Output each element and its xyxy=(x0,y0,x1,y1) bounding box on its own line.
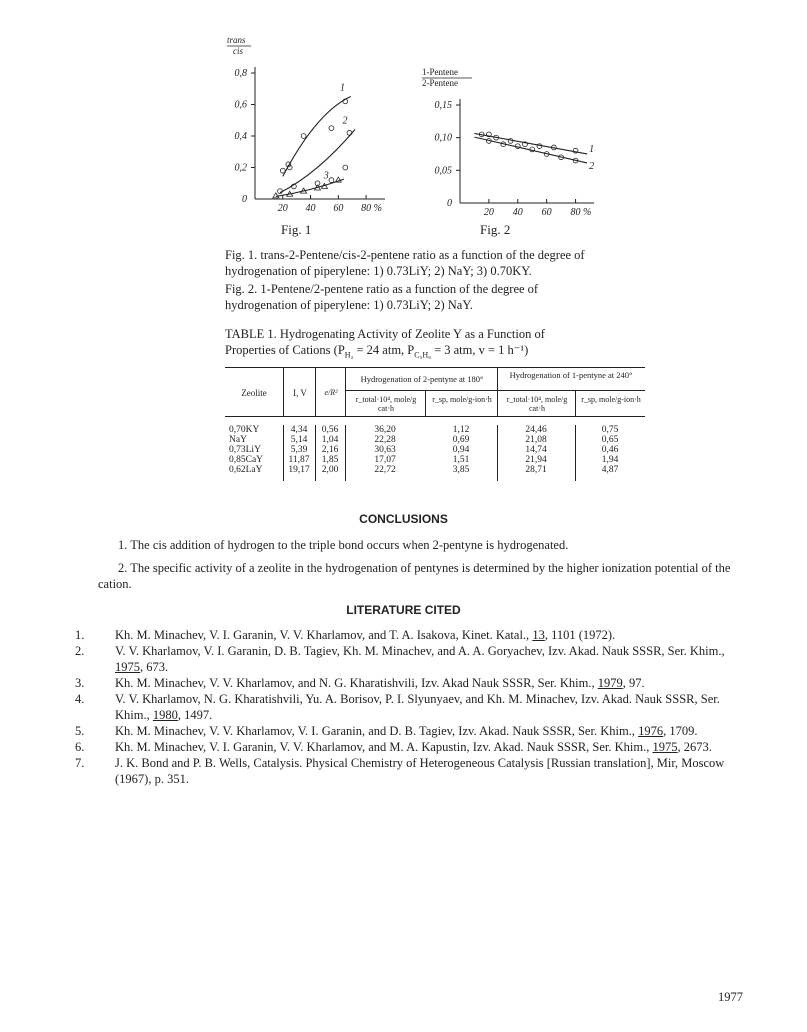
fig1-point xyxy=(329,126,334,131)
reference-number: 5. xyxy=(75,724,85,738)
reference-volume-year: 13 xyxy=(532,628,545,642)
table1-title xyxy=(225,326,605,364)
conclusion-2: 2. The specific activity of a zeolite in the hydrogenation of pentynes is determined by the higher ionization potential of the cation. xyxy=(98,561,731,591)
fig1-xtick-label: 40 xyxy=(305,203,316,214)
reference-item xyxy=(75,691,735,723)
reference-item xyxy=(75,627,735,643)
fig2-ylabel-den: 2-Pentene xyxy=(422,78,458,88)
table1-title-part-a: Properties of Cations (P xyxy=(225,343,345,357)
table-cell: 22,72 xyxy=(374,465,396,475)
reference-pages: , 1101 (1972). xyxy=(544,628,616,642)
reference-pages: , 1709. xyxy=(663,724,698,738)
fig1-ytick-label: 0,4 xyxy=(234,131,247,142)
literature-heading: LITERATURE CITED xyxy=(346,603,461,617)
table-cell: 2,16 xyxy=(321,445,339,455)
reference-authors-source: Kh. M. Minachev, V. I. Garanin, V. V. Kharlamov, and T. A. Isakova, Kinet. Katal., xyxy=(115,628,533,642)
reference-number: 1. xyxy=(75,628,85,642)
table-row-zeolite: NaY xyxy=(229,435,247,445)
reference-text xyxy=(115,691,735,723)
table-cell: 24,46 xyxy=(525,425,547,435)
reference-item xyxy=(75,755,735,787)
fig1-ylabel-den: cis xyxy=(233,46,243,56)
fig1-point xyxy=(343,165,348,170)
figure-2-chart xyxy=(420,65,600,215)
table-cell: 36,20 xyxy=(374,425,396,435)
table-cell: 0,69 xyxy=(452,435,470,445)
reference-pages: , 1497. xyxy=(177,708,213,722)
th-group2: Hydrogenation of 1-pentyne at 240° xyxy=(509,370,633,380)
fig1-point xyxy=(347,130,352,135)
table-cell: 1,12 xyxy=(452,425,470,435)
fig1-point xyxy=(301,134,306,139)
table1-title-line1: TABLE 1. Hydrogenating Activity of Zeolite Y as a Function of xyxy=(225,327,545,341)
table1-title-sub-h2: H₂ xyxy=(344,350,354,360)
table1-title-part-e: = 3 atm, v = 1 h⁻¹) xyxy=(430,343,529,357)
fig1-caption: Fig. 1. trans-2-Pentene/cis-2-pentene ratio as a function of the degree of hydrogenation of piperylene: 1) 0.73LiY; 2) NaY; 3) 0.70KY. xyxy=(225,248,585,278)
table1 xyxy=(225,367,645,485)
fig2-curve-label: 2 xyxy=(589,160,595,172)
fig2-xtick-label: 80 % xyxy=(570,207,592,215)
fig2-curve-label: 1 xyxy=(589,143,595,155)
reference-text xyxy=(115,643,735,675)
fig1-xtick-label: 20 xyxy=(277,203,288,214)
reference-number: 6. xyxy=(75,740,85,754)
reference-pages: , 2673. xyxy=(677,740,712,754)
reference-text xyxy=(115,739,735,755)
fig2-label: Fig. 2 xyxy=(480,222,511,237)
fig1-curve-label: 3 xyxy=(323,170,329,182)
reference-item xyxy=(75,643,735,675)
table-cell: 0,94 xyxy=(452,445,470,455)
reference-volume-year: 1980 xyxy=(152,708,178,722)
table-cell: 30,63 xyxy=(374,445,396,455)
reference-volume-year: 1975 xyxy=(652,740,678,754)
fig1-curve-label: 2 xyxy=(342,115,348,127)
fig2-xtick-label: 40 xyxy=(512,207,523,215)
fig1-point xyxy=(329,178,334,183)
fig2-xtick-label: 20 xyxy=(483,207,494,215)
reference-number: 3. xyxy=(75,676,85,690)
table-cell: 3,85 xyxy=(452,465,470,475)
fig2-xtick-label: 60 xyxy=(541,207,552,215)
reference-volume-year: 1979 xyxy=(597,676,623,690)
reference-authors-source: V. V. Kharlamov, N. G. Kharatishvili, Yu. A. Borisov, P. I. Slyunyaev, and Kh. M. Minachev, Izv. Akad. Nauk SSSR, Ser. Khim., xyxy=(115,692,720,722)
fig2-point xyxy=(573,148,578,153)
table-row-zeolite: 0,85CaY xyxy=(229,455,264,465)
table-cell: 19,17 xyxy=(288,465,310,475)
table-cell: 5,14 xyxy=(290,435,308,445)
table1-title-part-c: = 24 atm, P xyxy=(353,343,415,357)
table-cell: 0,56 xyxy=(321,425,339,435)
fig2-ytick-label: 0,05 xyxy=(434,165,452,177)
fig2-ylabel-num: 1-Pentene xyxy=(422,67,458,77)
table-cell: 28,71 xyxy=(525,465,547,475)
fig2-ytick-label: 0,15 xyxy=(434,100,452,111)
fig1-curve-label: 1 xyxy=(340,82,345,94)
table1-title-sub-c5h8: C₅H₈ xyxy=(414,350,431,360)
th-rsp-2: r_sp, mole/g-ion·h xyxy=(581,395,641,404)
reference-number: 4. xyxy=(75,692,85,706)
table-cell: 1,51 xyxy=(452,455,470,465)
fig1-curve-3 xyxy=(276,179,344,196)
table-cell: 11,87 xyxy=(288,455,310,465)
table-row-zeolite: 0,73LiY xyxy=(229,445,261,455)
table-row-zeolite: 0,62LaY xyxy=(229,465,263,475)
reference-number: 7. xyxy=(75,756,85,770)
reference-item xyxy=(75,739,735,755)
fig1-ytick-label: 0,2 xyxy=(234,162,247,174)
figure-1-chart xyxy=(215,35,400,215)
reference-authors-source: Kh. M. Minachev, V. I. Garanin, V. V. Kharlamov, and M. A. Kapustin, Izv. Akad. Nauk SSSR, Ser. Khim., xyxy=(115,740,653,754)
fig2-caption: Fig. 2. 1-Pentene/2-pentene ratio as a function of the degree of hydrogenation of piperylene: 1) 0.73LiY; 2) NaY. xyxy=(225,282,539,312)
table-cell: 21,08 xyxy=(525,435,547,445)
fig1-ytick-label: 0,8 xyxy=(234,68,247,79)
reference-authors-source: J. K. Bond and P. B. Wells, Catalysis. Physical Chemistry of Heterogeneous Catalysis [Russian translation], Mir, Moscow (1967), p. 351. xyxy=(115,756,725,786)
page-number: 1977 xyxy=(718,990,743,1004)
reference-text xyxy=(115,755,735,787)
th-rtotal-1: r_total·10⁴, mole/g cat·h xyxy=(355,395,417,413)
fig1-point xyxy=(273,193,279,198)
table-cell: 17,07 xyxy=(374,455,396,465)
table-row-zeolite: 0,70KY xyxy=(229,425,260,435)
table1-title-line2 xyxy=(225,342,605,364)
fig1-point xyxy=(280,168,285,173)
table-cell: 1,94 xyxy=(601,455,619,465)
table-cell: 21,94 xyxy=(525,455,547,465)
table-cell: 1,85 xyxy=(321,455,339,465)
reference-authors-source: Kh. M. Minachev, V. V. Kharlamov, and N. G. Kharatishvili, Izv. Akad Nauk SSSR, Ser. Khim., xyxy=(115,676,598,690)
table-cell: 5,39 xyxy=(290,445,308,455)
th-rsp-1: r_sp, mole/g-ion·h xyxy=(432,395,492,404)
fig2-ytick-label: 0 xyxy=(447,198,452,209)
fig2-point xyxy=(537,144,542,149)
reference-number: 2. xyxy=(75,644,85,658)
fig2-ytick-label: 0,10 xyxy=(434,132,452,144)
reference-volume-year: 1976 xyxy=(638,724,664,738)
table-cell: 4,34 xyxy=(290,425,308,435)
reference-volume-year: 1975 xyxy=(115,660,140,674)
reference-list xyxy=(75,627,735,787)
conclusion-1: 1. The cis addition of hydrogen to the triple bond occurs when 2-pentyne is hydrogenated. xyxy=(118,538,569,552)
reference-authors-source: Kh. M. Minachev, V. V. Kharlamov, V. I. Garanin, and D. B. Tagiev, Izv. Akad. Nauk SSSR, Ser. Khim., xyxy=(115,724,639,738)
fig1-curve-1 xyxy=(283,96,351,176)
fig1-ytick-label: 0,6 xyxy=(234,99,247,111)
reference-authors-source: V. V. Kharlamov, V. I. Garanin, D. B. Tagiev, Kh. M. Minachev, and A. A. Goryachev, Izv. Akad. Nauk SSSR, Ser. Khim., xyxy=(115,644,725,658)
reference-item xyxy=(75,723,735,739)
table-cell: 0,46 xyxy=(601,445,619,455)
reference-text xyxy=(115,627,735,643)
table-cell: 2,00 xyxy=(321,465,339,475)
table-cell: 0,75 xyxy=(601,425,619,435)
th-group1: Hydrogenation of 2-pentyne at 180° xyxy=(360,374,484,384)
table-cell: 14,74 xyxy=(525,445,547,455)
fig2-point xyxy=(508,139,513,144)
table-cell: 0,65 xyxy=(601,435,619,445)
th-zeolite: Zeolite xyxy=(241,388,267,398)
conclusions-heading: CONCLUSIONS xyxy=(359,512,448,526)
reference-pages: , 673. xyxy=(140,660,169,674)
th-rtotal-2: r_total·10⁴, mole/g cat·h xyxy=(506,395,568,413)
table-cell: 4,87 xyxy=(601,465,619,475)
fig1-xtick-label: 80 % xyxy=(361,203,382,214)
table1-header xyxy=(225,367,645,417)
reference-pages: , 97. xyxy=(622,676,645,690)
fig1-xtick-label: 60 xyxy=(333,203,344,214)
reference-text xyxy=(115,675,735,691)
table-cell: 1,04 xyxy=(321,435,339,445)
table-cell: 22,28 xyxy=(374,435,396,445)
th-iv: I, V xyxy=(293,388,307,398)
fig1-point xyxy=(278,189,283,194)
th-er: e/R² xyxy=(324,388,338,397)
reference-item xyxy=(75,675,735,691)
table1-body xyxy=(225,425,645,485)
fig1-ylabel-num: trans xyxy=(227,35,246,45)
fig1-label: Fig. 1 xyxy=(281,222,312,237)
reference-text xyxy=(115,723,735,739)
fig1-ytick-label: 0 xyxy=(242,194,247,205)
